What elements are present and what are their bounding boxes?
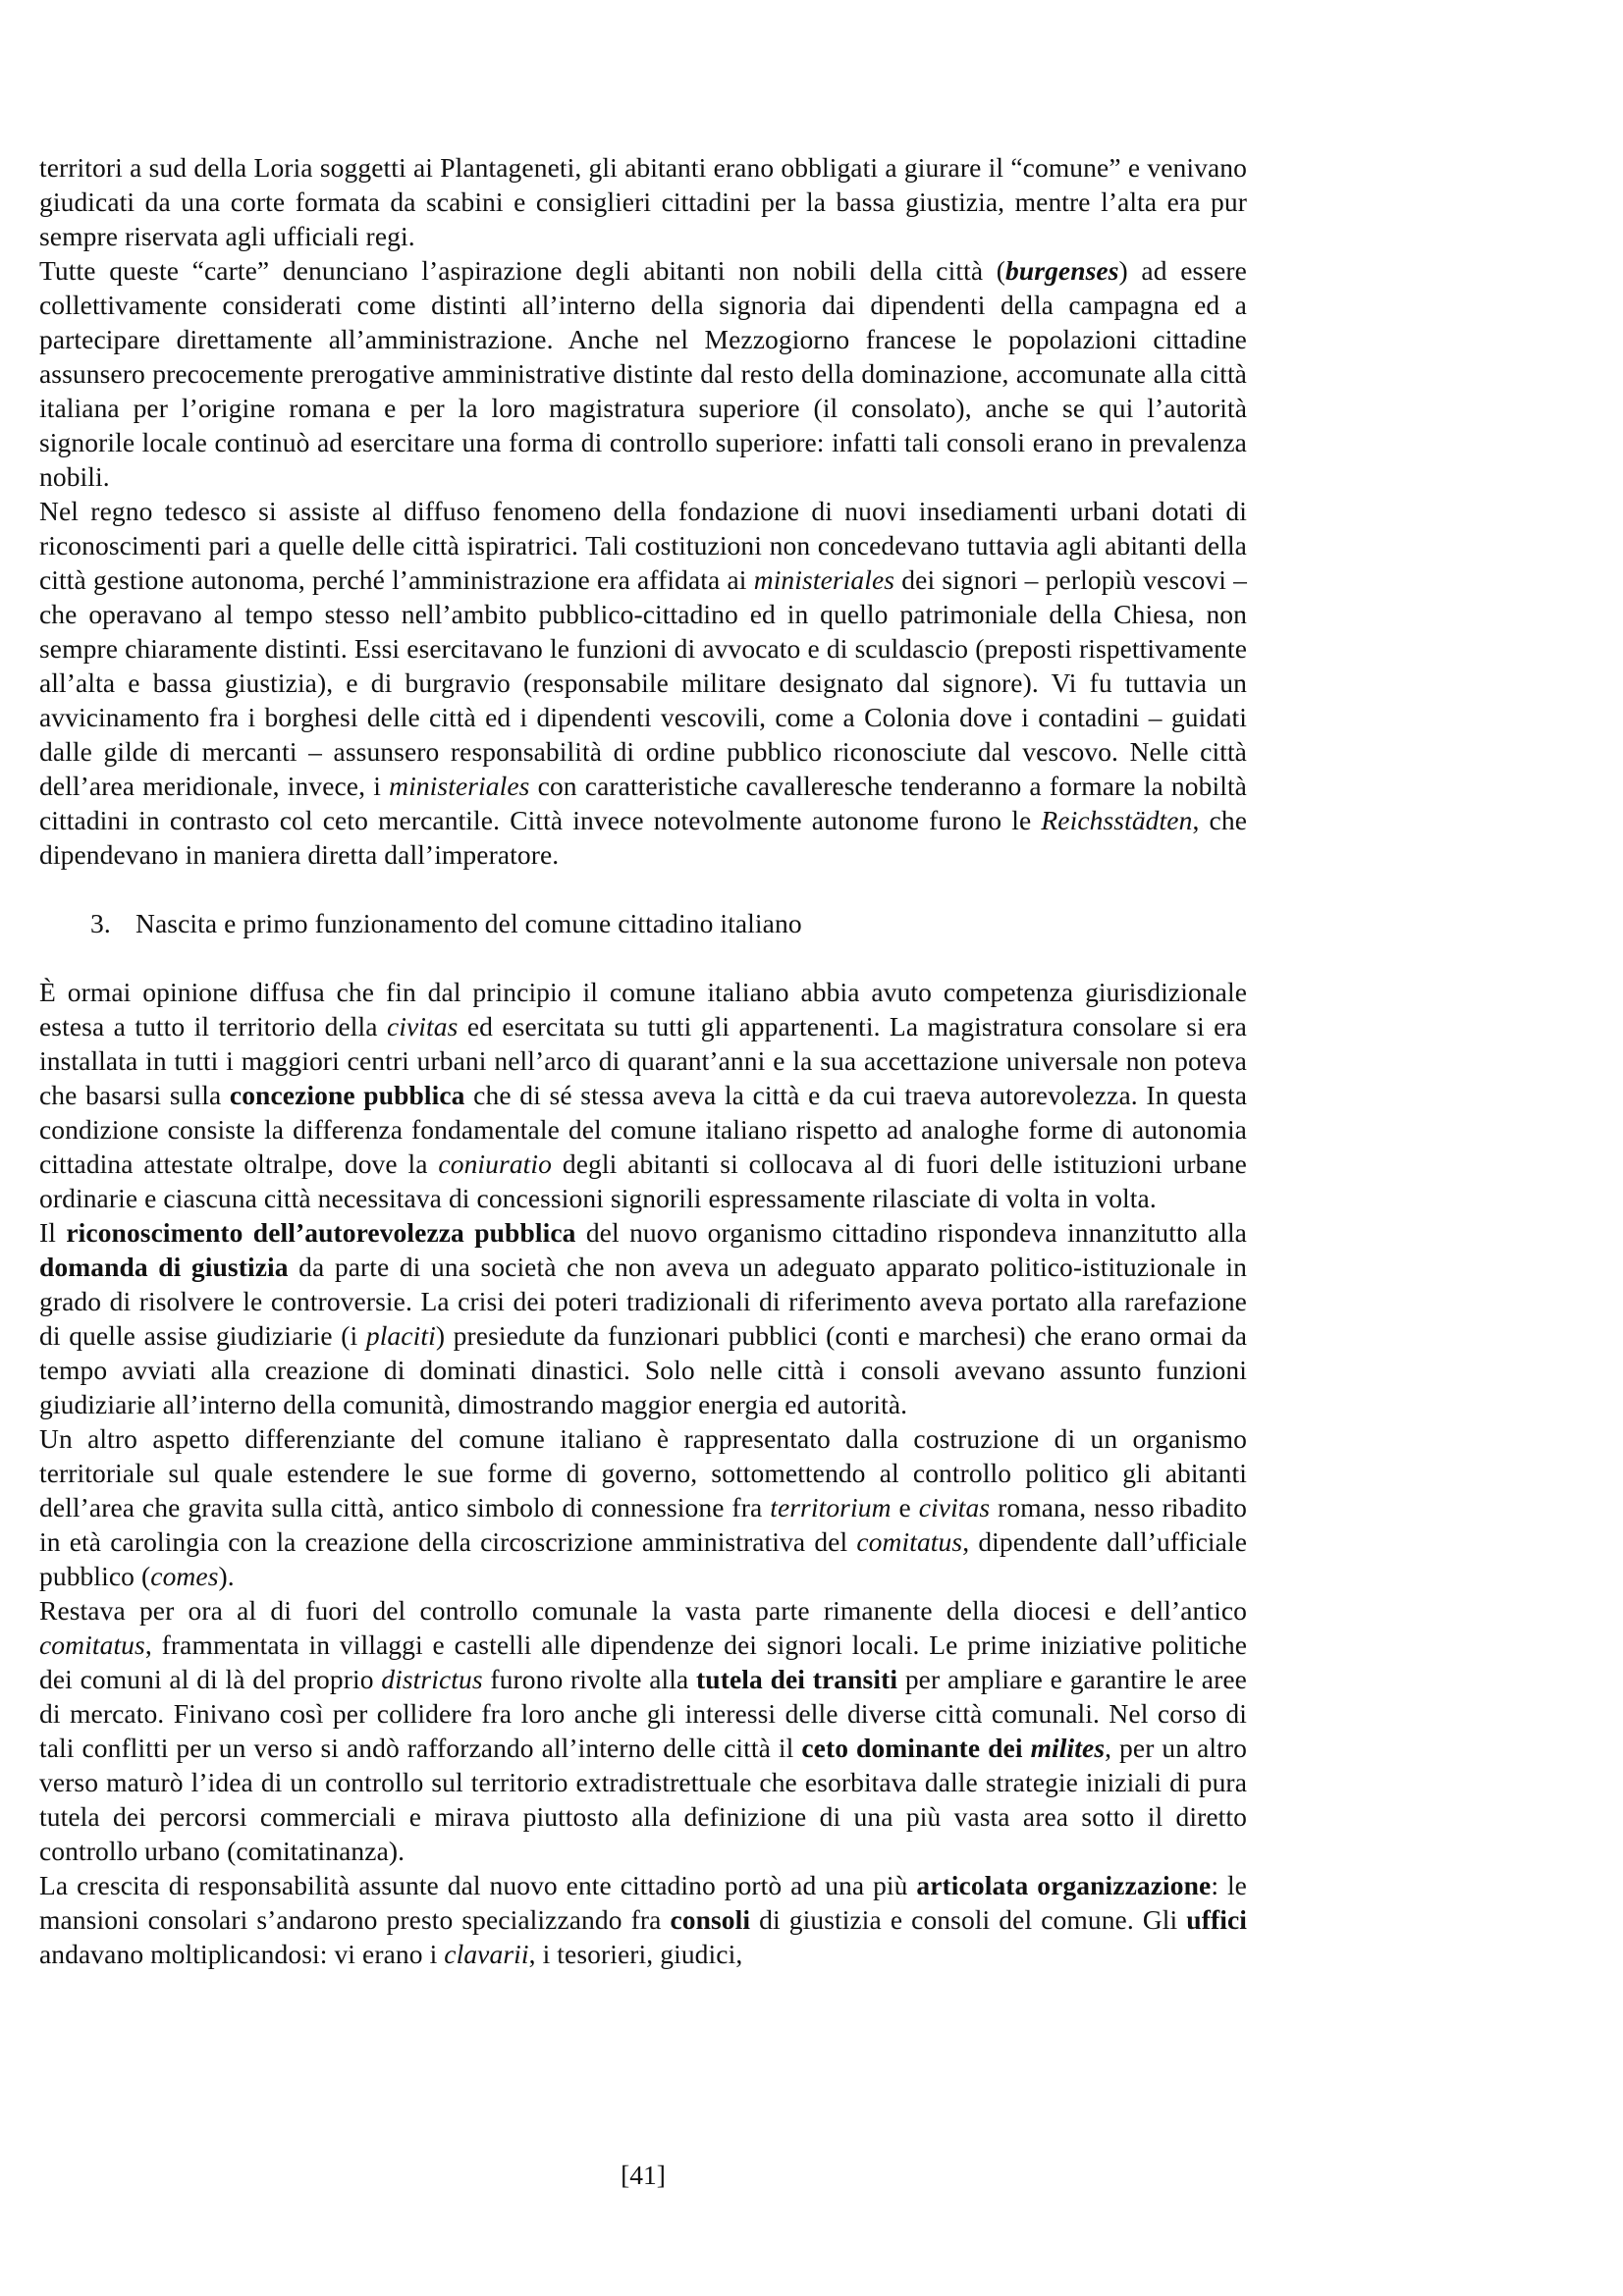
- text-run: Restava per ora al di fuori del controllo comunale la vasta parte rimanente della diocesi e dell’antico: [39, 1595, 1247, 1626]
- text-run: furono rivolte alla: [482, 1664, 697, 1694]
- paragraph: [39, 494, 1247, 872]
- italic-text: comes: [150, 1561, 219, 1591]
- text-run: con caratteristiche cavalleresche tenderanno a formare la nobiltà cittadini in contrasto col ceto mercantile. Città invece notevolmente autonome furono le: [39, 771, 1247, 835]
- text-run: : le mansioni consolari s’andarono presto specializzando fra: [39, 1870, 1247, 1935]
- bold-text: ceto dominante dei: [801, 1733, 1031, 1763]
- text-run: romana, nesso ribadito in età carolingia con la creazione della circoscrizione amministrativa del: [39, 1492, 1247, 1557]
- text-run: ) presiedute da funzionari pubblici (conti e marchesi) che erano ormai da tempo avviati alla creazione di dominati dinastici. Solo nelle città i consoli avevano assunto funzioni giudiziarie all’interno della comunità, dimostrando maggior energia ed autorità.: [39, 1320, 1247, 1419]
- bold-text: concezione pubblica: [229, 1080, 465, 1110]
- text-run: ).: [218, 1561, 235, 1591]
- text-run: ) ad essere collettivamente considerati come distinti all’interno della signoria dai dipendenti della campagna ed a partecipare direttamente all’amministrazione. Anche nel Mezzogiorno francese le popolazioni cittadine assunsero precocemente prerogative amministrative distinte dal resto della dominazione, accomunate alla città italiana per l’origine romana e per la loro magistratura superiore (il consolato), anche se qui l’autorità signorile locale continuò ad esercitare una forma di controllo superiore: infatti tali consoli erano in prevalenza nobili.: [39, 255, 1247, 492]
- text-run: , che dipendevano in maniera diretta dall’imperatore.: [39, 805, 1248, 870]
- text-run: andavano moltiplicandosi: vi erano i: [39, 1939, 445, 1969]
- text-run: per ampliare e garantire le aree di mercato. Finivano così per collidere fra loro anche gli interessi delle diverse città comunali. Nel corso di tali conflitti per un verso si andò rafforzando all’interno delle città il: [39, 1664, 1247, 1763]
- italic-text: comitatus: [856, 1526, 963, 1557]
- paragraph: [39, 150, 1247, 253]
- italic-text: districtus: [381, 1664, 483, 1694]
- bold-italic-text: milites: [1030, 1733, 1106, 1763]
- text-run: che di sé stessa aveva la città e da cui traeva autorevolezza. In questa condizione consiste la differenza fondamentale del comune italiano rispetto ad analoghe forme di autonomia cittadina attestate oltralpe, dove la: [39, 1080, 1247, 1179]
- body-text: [39, 150, 1247, 1971]
- text-run: Il: [39, 1217, 67, 1248]
- text-run: Nel regno tedesco si assiste al diffuso fenomeno della fondazione di nuovi insediamenti urbani dotati di riconoscimenti pari a quelle delle città ispiratrici. Tali costituzioni non concedevano tuttavia agli abitanti della città gestione autonoma, perché l’amministrazione era affidata ai: [39, 496, 1247, 595]
- paragraph: [39, 1868, 1247, 1971]
- italic-text: ministeriales: [753, 564, 895, 595]
- text-run: Un altro aspetto differenziante del comune italiano è rappresentato dalla costruzione di un organismo territoriale sul quale estendere le sue forme di governo, sottomettendo al controllo politico gli abitanti dell’area che gravita sulla città, antico simbolo di connessione fra: [39, 1423, 1247, 1522]
- italic-text: ministeriales: [389, 771, 530, 801]
- text-run: dei signori – perlopiù vescovi – che operavano al tempo stesso nell’ambito pubblico-cittadino ed in quello patrimoniale della Chiesa, non sempre chiaramente distinti. Essi esercitavano le funzioni di avvocato e di sculdascio (preposti rispettivamente all’alta e bassa giustizia), e di burgravio (responsabile militare designato dal signore). Vi fu tuttavia un avvicinamento fra i borghesi delle città ed i dipendenti vescovili, come a Colonia dove i contadini – guidati dalle gilde di mercanti – assunsero responsabilità di ordine pubblico riconosciute dal vescovo. Nelle città dell’area meridionale, invece, i: [39, 564, 1248, 801]
- bold-text: articolata organizzazione: [916, 1870, 1212, 1900]
- paragraph: [39, 1215, 1247, 1421]
- paragraph: [39, 1593, 1247, 1868]
- paragraphs-before-heading: [39, 150, 1247, 872]
- text-run: degli abitanti si collocava al di fuori delle istituzioni urbane ordinarie e ciascuna città necessitava di concessioni signorili espressamente rilasciate di volta in volta.: [39, 1148, 1247, 1213]
- section-number: 3.: [90, 908, 111, 938]
- bold-text: consoli: [670, 1904, 751, 1935]
- text-run: , frammentata in villaggi e castelli alle dipendenze dei signori locali. Le prime iniziative politiche dei comuni al di là del proprio: [39, 1629, 1247, 1694]
- text-run: La crescita di responsabilità assunte dal nuovo ente cittadino portò ad una più: [39, 1870, 917, 1900]
- italic-text: civitas: [918, 1492, 991, 1522]
- italic-text: Reichsstädten: [1041, 805, 1193, 835]
- text-run: , i tesorieri, giudici,: [528, 1939, 743, 1969]
- italic-text: civitas: [386, 1011, 459, 1041]
- section-title: Nascita e primo funzionamento del comune cittadino italiano: [135, 908, 802, 938]
- bold-text: uffici: [1186, 1904, 1247, 1935]
- section-heading: [39, 906, 1247, 940]
- italic-text: comitatus: [39, 1629, 145, 1660]
- italic-text: clavarii: [444, 1939, 529, 1969]
- bold-text: tutela dei transiti: [696, 1664, 898, 1694]
- text-run: territori a sud della Loria soggetti ai Plantageneti, gli abitanti erano obbligati a giurare il “comune” e venivano giudicati da una corte formata da scabini e consiglieri cittadini per la bassa giustizia, mentre l’alta era pur sempre riservata agli ufficiali regi.: [39, 152, 1247, 251]
- italic-text: placiti: [365, 1320, 436, 1351]
- text-run: di giustizia e consoli del comune. Gli: [750, 1904, 1187, 1935]
- text-run: , per un altro verso maturò l’idea di un controllo sul territorio extradistrettuale che esorbitava dalle strategie iniziali di pura tutela dei percorsi commerciali e mirava piuttosto alla definizione di una più vasta area sotto il diretto controllo urbano (comitatinanza).: [39, 1733, 1247, 1866]
- text-run: Tutte queste “carte” denunciano l’aspirazione degli abitanti non nobili della città (: [39, 255, 1006, 286]
- bold-text: domanda di giustizia: [39, 1252, 289, 1282]
- text-run: del nuovo organismo cittadino rispondeva innanzitutto alla: [575, 1217, 1247, 1248]
- bold-text: riconoscimento dell’autorevolezza pubblica: [66, 1217, 576, 1248]
- text-run: , dipendente dall’ufficiale pubblico (: [39, 1526, 1248, 1591]
- paragraph: [39, 253, 1247, 494]
- italic-text: territorium: [770, 1492, 892, 1522]
- paragraph: [39, 975, 1247, 1215]
- text-run: e: [891, 1492, 919, 1522]
- text-run: da parte di una società che non aveva un adeguato apparato politico-istituzionale in grado di risolvere le controversie. La crisi dei poteri tradizionali di riferimento aveva portato alla rarefazione di quelle assise giudiziarie (i: [39, 1252, 1247, 1351]
- bold-italic-text: burgenses: [1005, 255, 1119, 286]
- text-run: ed esercitata su tutti gli appartenenti. La magistratura consolare si era installata in tutti i maggiori centri urbani nell’arco di quarant’anni e la sua accettazione universale non poteva che basarsi sulla: [39, 1011, 1247, 1110]
- page-number: [41]: [621, 2160, 666, 2190]
- paragraphs-after-heading: [39, 975, 1247, 1971]
- italic-text: coniuratio: [438, 1148, 553, 1179]
- text-run: È ormai opinione diffusa che fin dal principio il comune italiano abbia avuto competenza giurisdizionale estesa a tutto il territorio della: [39, 977, 1247, 1041]
- paragraph: [39, 1421, 1247, 1593]
